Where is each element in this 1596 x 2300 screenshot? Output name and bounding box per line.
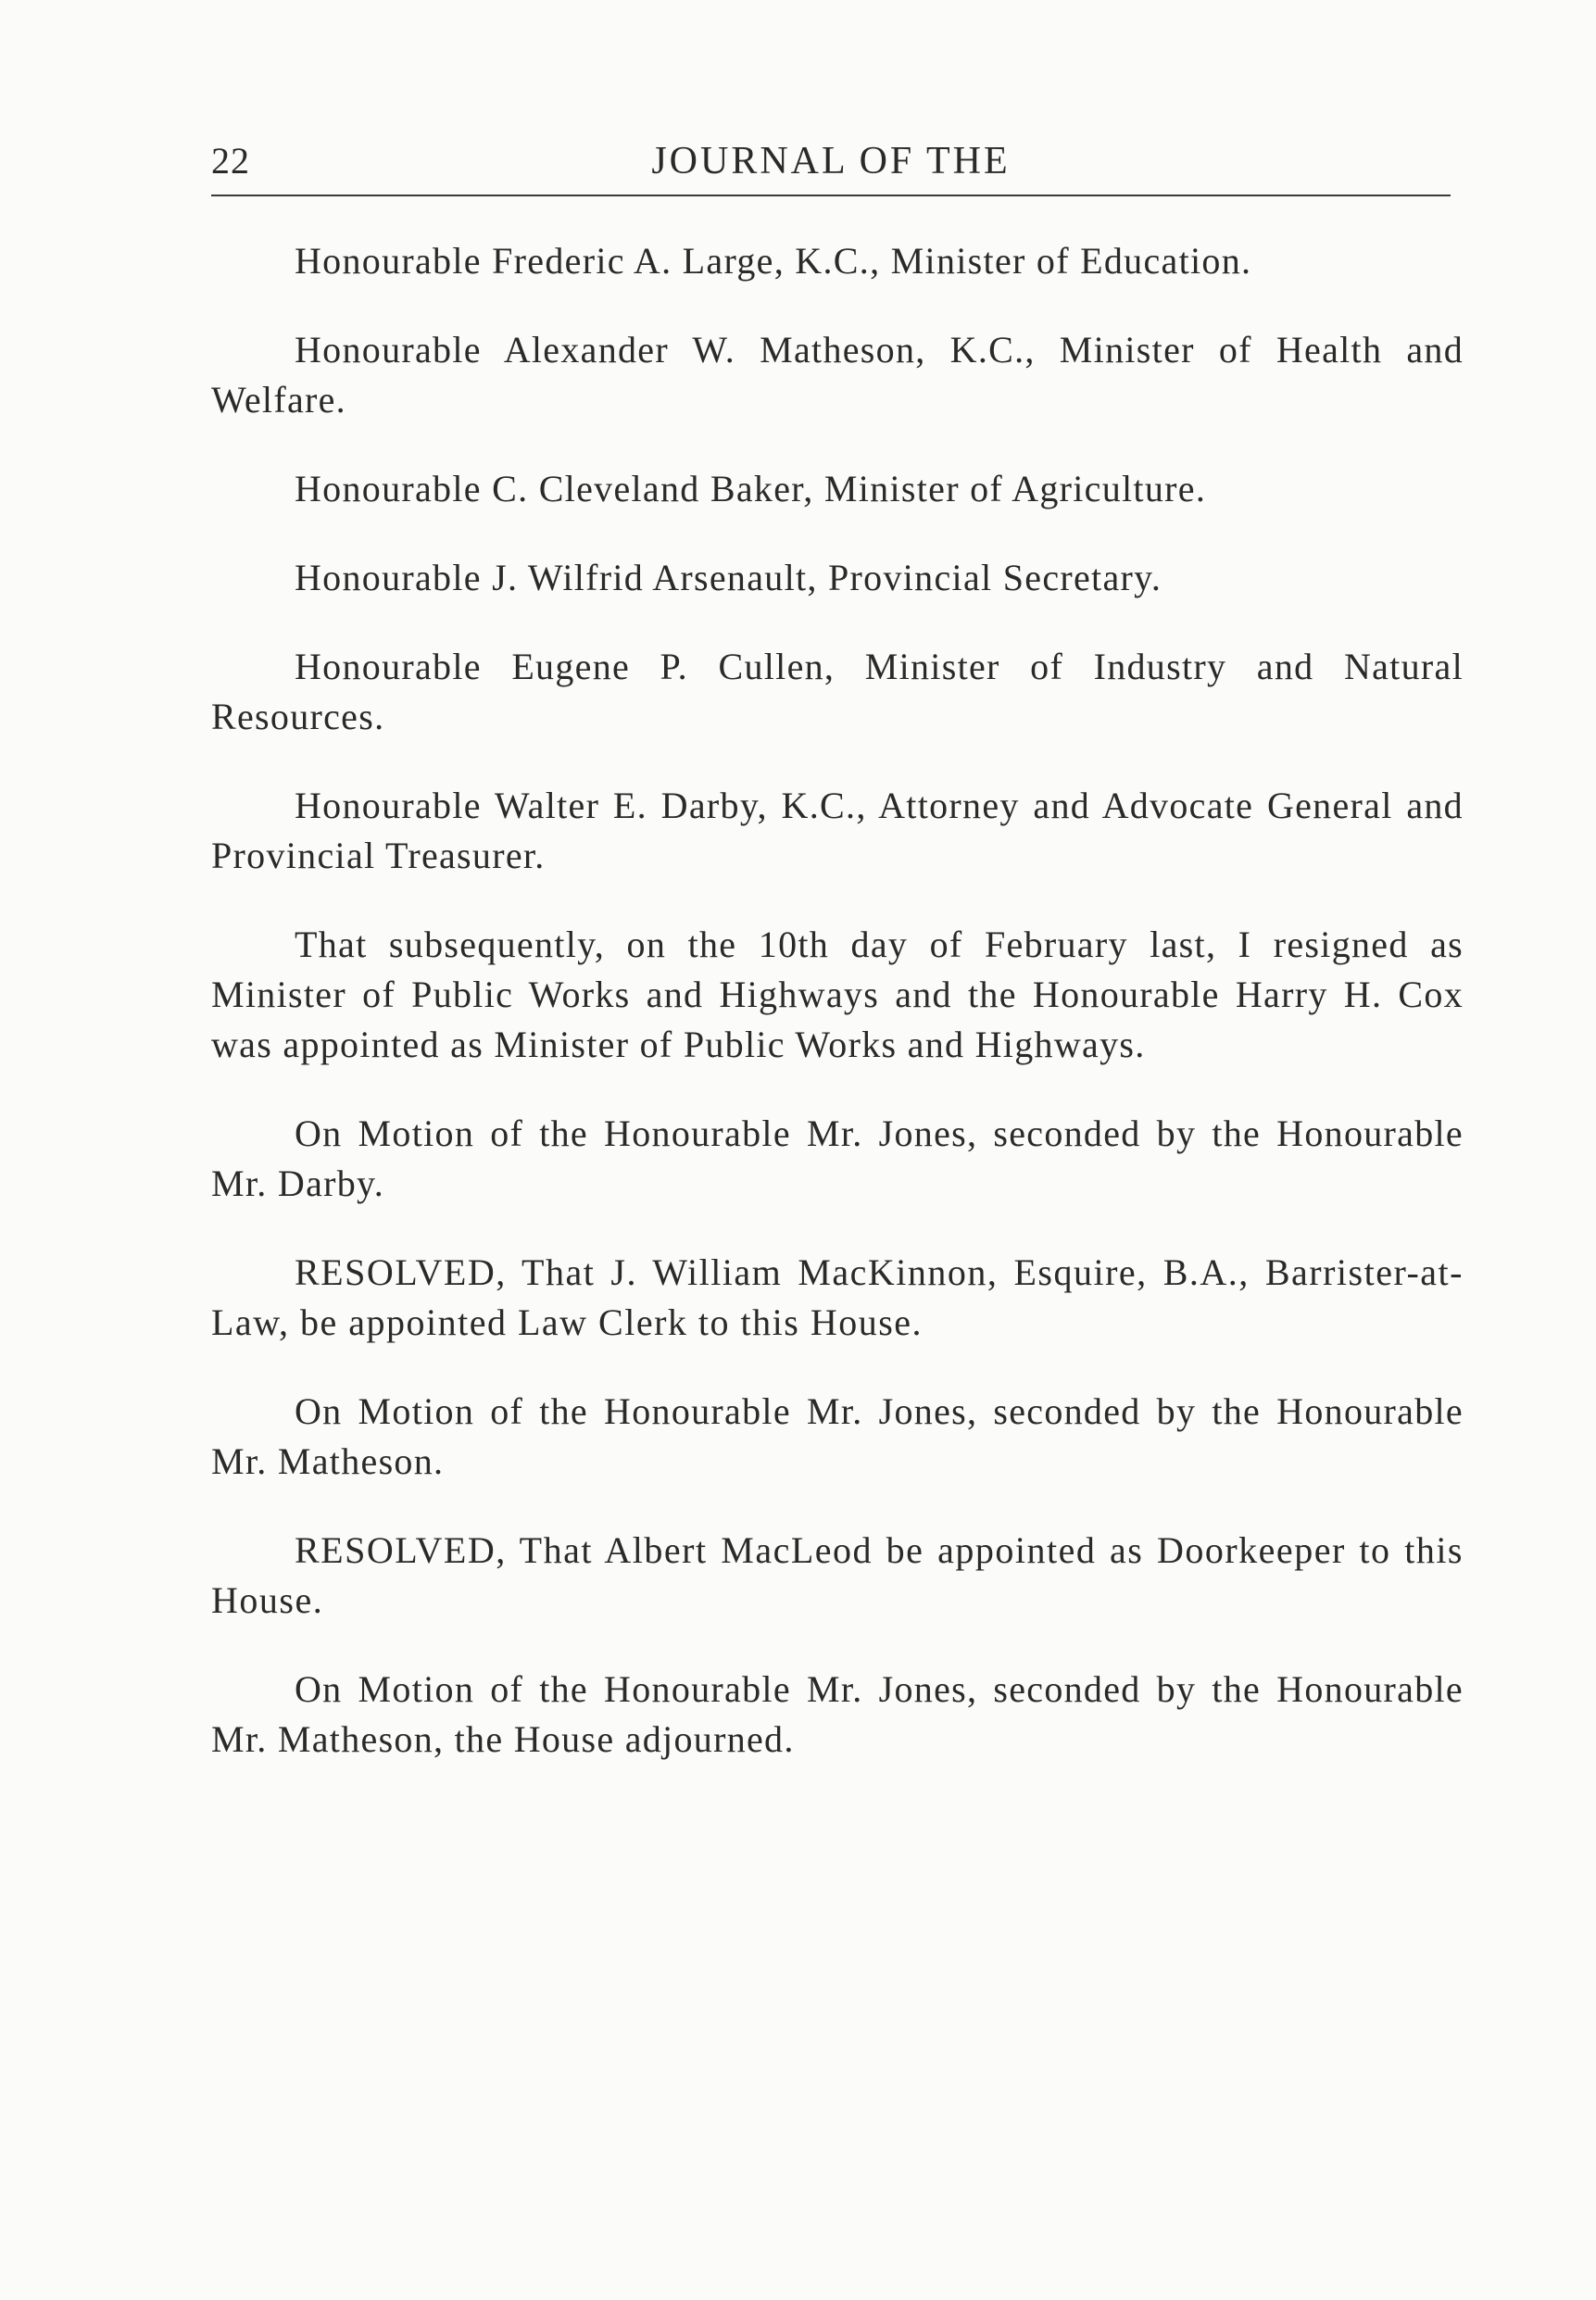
running-head: JOURNAL OF THE bbox=[651, 140, 1011, 182]
paragraph-resolved-law-clerk: RESOLVED, That J. William MacKinnon, Esquire, B.A., Barrister-at-Law, be appointed Law Clerk to this House. bbox=[211, 1251, 1464, 1343]
body-text bbox=[211, 236, 1464, 1804]
paragraph-motion-darby: On Motion of the Honourable Mr. Jones, seconded by the Honourable Mr. Darby. bbox=[211, 1112, 1464, 1204]
paragraph-minister-education: Honourable Frederic A. Large, K.C., Minister of Education. bbox=[295, 240, 1252, 282]
paragraph-resignation: That subsequently, on the 10th day of February last, I resigned as Minister of Public Works and Highways and the Honourable Harry H. Cox was appointed as Minister of Public Works and Highways. bbox=[211, 924, 1464, 1065]
paragraph-minister-health: Honourable Alexander W. Matheson, K.C., Minister of Health and Welfare. bbox=[211, 329, 1464, 421]
paragraph-minister-industry: Honourable Eugene P. Cullen, Minister of Industry and Natural Resources. bbox=[211, 646, 1464, 737]
paragraph-motion-matheson: On Motion of the Honourable Mr. Jones, seconded by the Honourable Mr. Matheson. bbox=[211, 1390, 1464, 1482]
page-number: 22 bbox=[211, 140, 250, 182]
paragraph-minister-agriculture: Honourable C. Cleveland Baker, Minister of Agriculture. bbox=[295, 468, 1207, 509]
paragraph-motion-adjourned: On Motion of the Honourable Mr. Jones, seconded by the Honourable Mr. Matheson, the House adjourned. bbox=[211, 1668, 1464, 1760]
page-header bbox=[211, 137, 1451, 196]
paragraph-attorney-general: Honourable Walter E. Darby, K.C., Attorney and Advocate General and Provincial Treasurer. bbox=[211, 785, 1464, 876]
paragraph-provincial-secretary: Honourable J. Wilfrid Arsenault, Provincial Secretary. bbox=[295, 557, 1162, 598]
paragraph-resolved-doorkeeper: RESOLVED, That Albert MacLeod be appointed as Doorkeeper to this House. bbox=[211, 1529, 1464, 1621]
